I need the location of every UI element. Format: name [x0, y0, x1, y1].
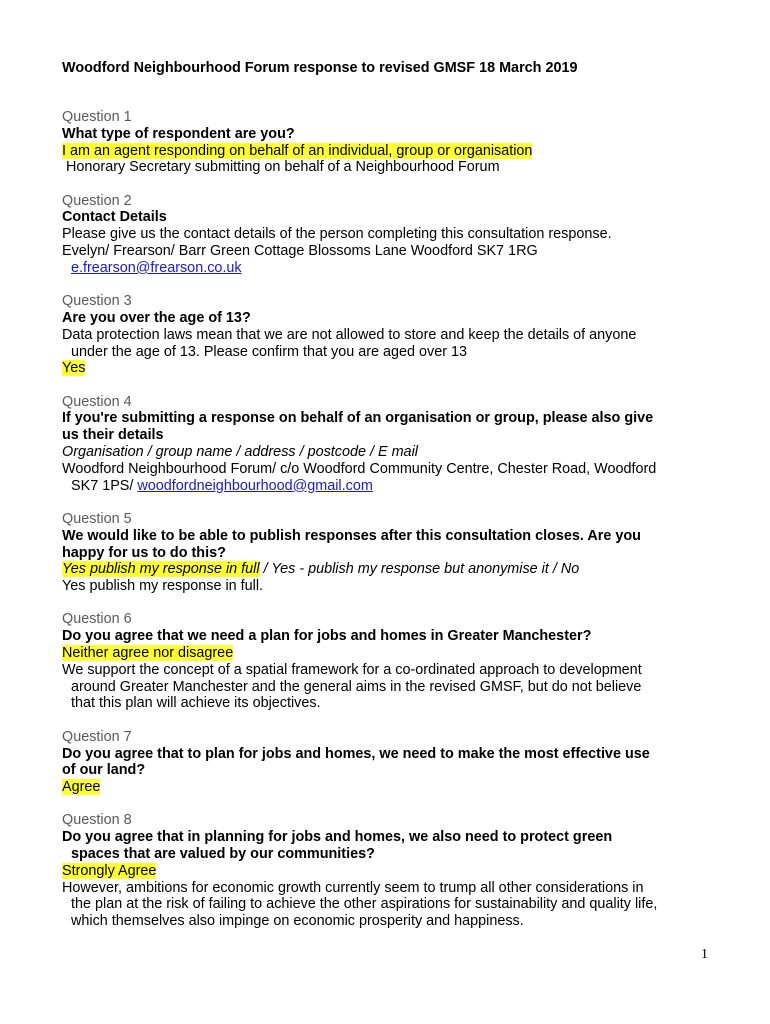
- selected-answer: Strongly Agree: [62, 862, 157, 879]
- question-6: [62, 611, 722, 712]
- answer-body: which themselves also impinge on economic prosperity and happiness.: [71, 913, 524, 930]
- question-heading: We would like to be able to publish responses after this consultation closes. Are you: [62, 527, 641, 544]
- selected-answer: I am an agent responding on behalf of an individual, group or organisation: [62, 142, 533, 159]
- question-label: Question 6: [62, 611, 132, 628]
- question-1: [62, 109, 722, 176]
- question-heading: happy for us to do this?: [62, 544, 226, 561]
- organisation-postcode: SK7 1PS/: [71, 477, 138, 494]
- question-heading: Do you agree that to plan for jobs and homes, we need to make the most effective use: [62, 745, 650, 762]
- question-2: [62, 193, 722, 277]
- question-label: Question 2: [62, 192, 132, 209]
- page-number: 1: [701, 947, 708, 962]
- question-heading: Do you agree that we need a plan for jobs and homes in Greater Manchester?: [62, 628, 592, 645]
- question-8: [62, 812, 722, 930]
- organisation-email-link[interactable]: woodfordneighbourhood@gmail.com: [137, 477, 373, 494]
- contact-email-link[interactable]: e.frearson@frearson.co.uk: [71, 259, 242, 276]
- question-label: Question 1: [62, 109, 132, 125]
- question-heading: Contact Details: [62, 209, 167, 226]
- other-options: / Yes - publish my response but anonymise it / No: [259, 561, 580, 578]
- question-heading: Are you over the age of 13?: [62, 309, 251, 326]
- selected-answer: Agree: [62, 779, 101, 796]
- question-heading: Do you agree that in planning for jobs and homes, we also need to protect green: [62, 829, 613, 846]
- question-body: Data protection laws mean that we are not allowed to store and keep the details of anyone: [62, 326, 637, 343]
- selected-answer: Neither agree nor disagree: [62, 645, 234, 662]
- question-5: [62, 511, 722, 595]
- question-list: [62, 109, 722, 930]
- organisation-details: Woodford Neighbourhood Forum/ c/o Woodford Community Centre, Chester Road, Woodford: [62, 460, 657, 477]
- contact-address: Evelyn/ Frearson/ Barr Green Cottage Blossoms Lane Woodford SK7 1RG: [62, 243, 538, 260]
- question-heading: If you're submitting a response on behalf of an organisation or group, please also give: [62, 410, 654, 427]
- question-heading: What type of respondent are you?: [62, 125, 295, 142]
- question-label: Question 7: [62, 728, 132, 745]
- question-4: [62, 394, 722, 495]
- question-label: Question 8: [62, 812, 132, 829]
- question-heading: us their details: [62, 427, 164, 444]
- question-label: Question 5: [62, 510, 132, 527]
- question-heading: spaces that are valued by our communities?: [71, 845, 375, 862]
- answer-body: the plan at the risk of failing to achieve the other aspirations for sustainability and quality life,: [71, 896, 658, 913]
- answer-body: around Greater Manchester and the general aims in the revised GMSF, but do not believe: [71, 678, 642, 695]
- question-label: Question 3: [62, 293, 132, 310]
- selected-option: Yes publish my response in full: [62, 561, 260, 578]
- answer-body: However, ambitions for economic growth currently seem to trump all other considerations in: [62, 879, 644, 896]
- question-3: [62, 293, 722, 377]
- question-heading: of our land?: [62, 762, 146, 779]
- answer-detail: Yes publish my response in full.: [62, 578, 264, 595]
- question-7: [62, 729, 722, 796]
- question-label: Question 4: [62, 393, 132, 410]
- selected-answer: Yes: [62, 360, 86, 377]
- question-body: Please give us the contact details of the person completing this consultation response.: [62, 226, 612, 243]
- answer-body: that this plan will achieve its objectives.: [71, 695, 321, 712]
- answer-body: We support the concept of a spatial framework for a co-ordinated approach to development: [62, 661, 642, 678]
- answer-detail: Honorary Secretary submitting on behalf of a Neighbourhood Forum: [62, 159, 500, 176]
- question-body: under the age of 13. Please confirm that you are aged over 13: [71, 343, 468, 360]
- question-prompt: Organisation / group name / address / postcode / E mail: [62, 444, 418, 461]
- document-title: Woodford Neighbourhood Forum response to revised GMSF 18 March 2019: [62, 60, 578, 76]
